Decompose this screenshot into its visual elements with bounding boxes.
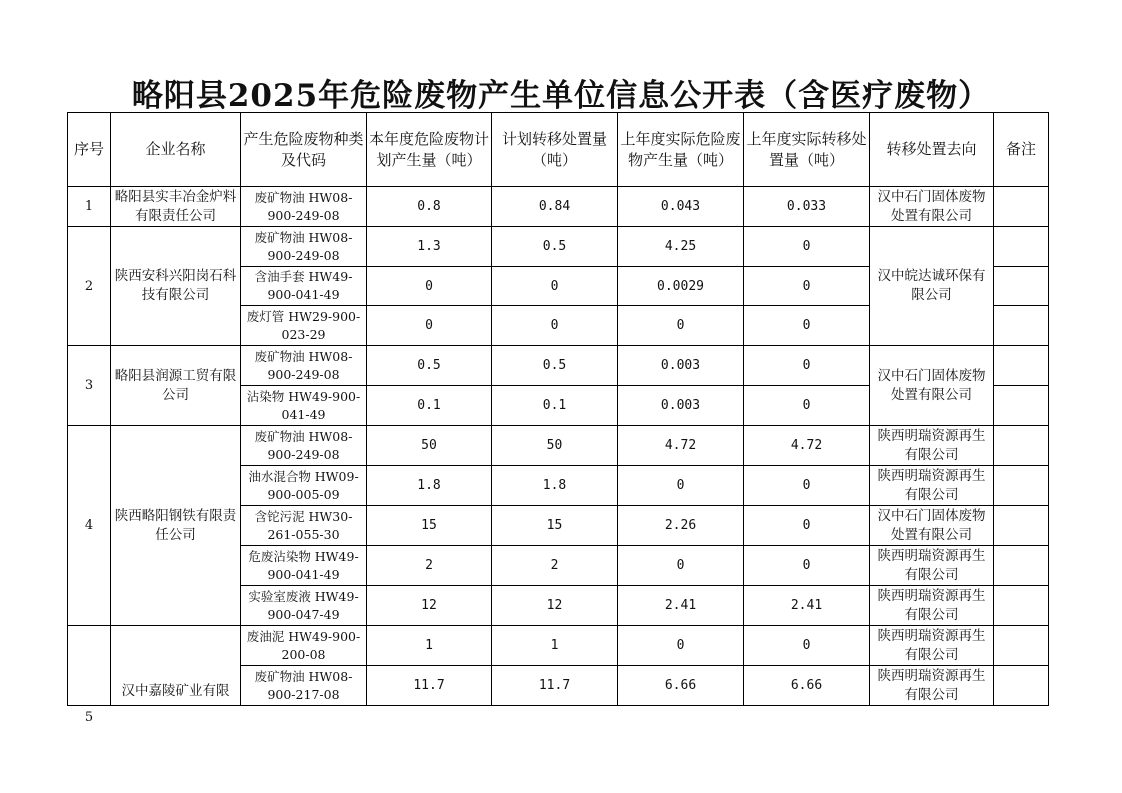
destination-cell: 陕西明瑞资源再生有限公司 [870,666,994,706]
remark-cell [994,546,1049,586]
hazardous-waste-table [67,112,1049,725]
waste-type-cell: 含铊污泥 HW30-261-055-30 [241,506,367,546]
plan-generation-cell: 15 [367,506,492,546]
page-title: 略阳县2025年危险废物产生单位信息公开表（含医疗废物） [131,78,991,114]
header-plan-generation: 本年度危险废物计划产生量（吨） [367,113,492,187]
remark-cell [994,346,1049,386]
waste-type-cell: 废矿物油 HW08-900-249-08 [241,227,367,267]
waste-type-cell: 废灯管 HW29-900-023-29 [241,306,367,346]
company-name-cell: 略阳县润源工贸有限公司 [111,346,241,426]
destination-cell: 陕西明瑞资源再生有限公司 [870,586,994,626]
header-seq: 序号 [68,113,111,187]
remark-cell [994,466,1049,506]
last-generation-cell: 0 [618,466,744,506]
plan-transfer-cell: 50 [492,426,618,466]
header-last-transfer: 上年度实际转移处置量（吨） [744,113,870,187]
plan-generation-cell: 1 [367,626,492,666]
plan-transfer-cell: 2 [492,546,618,586]
header-destination: 转移处置去向 [870,113,994,187]
last-transfer-cell: 0 [744,346,870,386]
destination-cell: 陕西明瑞资源再生有限公司 [870,426,994,466]
remark-cell [994,626,1049,666]
company-name-cell: 陕西略阳钢铁有限责任公司 [111,426,241,626]
header-last-generation: 上年度实际危险废物产生量（吨） [618,113,744,187]
remark-cell [994,666,1049,706]
plan-transfer-cell: 0.1 [492,386,618,426]
remark-cell [994,386,1049,426]
plan-transfer-cell: 1.8 [492,466,618,506]
plan-generation-cell: 1.3 [367,227,492,267]
last-transfer-cell: 6.66 [744,666,870,706]
plan-generation-cell: 0.1 [367,386,492,426]
last-transfer-cell: 0 [744,227,870,267]
remark-cell [994,586,1049,626]
plan-transfer-cell: 1 [492,626,618,666]
plan-generation-cell: 50 [367,426,492,466]
destination-cell: 汉中石门固体废物处置有限公司 [870,346,994,426]
last-generation-cell: 0 [618,306,744,346]
last-generation-cell: 2.26 [618,506,744,546]
last-transfer-cell: 2.41 [744,586,870,626]
last-generation-cell: 0.043 [618,187,744,227]
last-generation-cell: 0.003 [618,346,744,386]
remark-cell [994,306,1049,346]
waste-type-cell: 废矿物油 HW08-900-217-08 [241,666,367,706]
last-transfer-cell: 0 [744,546,870,586]
table-row [68,426,1049,466]
remark-cell [994,187,1049,227]
plan-transfer-cell: 12 [492,586,618,626]
plan-transfer-cell: 11.7 [492,666,618,706]
plan-generation-cell: 0.5 [367,346,492,386]
plan-transfer-cell: 0.5 [492,346,618,386]
header-row [68,113,1049,187]
last-generation-cell: 0 [618,546,744,586]
seq-cell: 2 [68,227,111,346]
table-row [68,346,1049,386]
last-transfer-cell: 0 [744,626,870,666]
seq-cell-text: 5 [84,710,94,725]
plan-generation-cell: 2 [367,546,492,586]
header-company: 企业名称 [111,113,241,187]
header-remark: 备注 [994,113,1049,187]
waste-type-cell: 废矿物油 HW08-900-249-08 [241,426,367,466]
waste-type-cell: 废矿物油 HW08-900-249-08 [241,346,367,386]
waste-type-cell: 废油泥 HW49-900-200-08 [241,626,367,666]
destination-cell: 汉中皖达诚环保有限公司 [870,227,994,346]
table-viewport [67,112,1049,725]
plan-transfer-cell: 0 [492,267,618,306]
last-transfer-cell: 0 [744,267,870,306]
last-transfer-cell: 0.033 [744,187,870,227]
plan-generation-cell: 0 [367,306,492,346]
last-transfer-cell: 0 [744,306,870,346]
remark-cell [994,506,1049,546]
plan-transfer-cell: 0 [492,306,618,346]
remark-cell [994,267,1049,306]
last-generation-cell: 4.72 [618,426,744,466]
last-generation-cell: 0 [618,626,744,666]
last-generation-cell: 6.66 [618,666,744,706]
plan-transfer-cell: 0.5 [492,227,618,267]
waste-type-cell: 危废沾染物 HW49-900-041-49 [241,546,367,586]
company-name-cell: 略阳县实丰冶金炉料有限责任公司 [111,187,241,227]
waste-type-cell: 废矿物油 HW08-900-249-08 [241,187,367,227]
seq-cell [68,626,111,725]
plan-transfer-cell: 15 [492,506,618,546]
last-transfer-cell: 0 [744,506,870,546]
plan-generation-cell: 11.7 [367,666,492,706]
waste-type-cell: 沾染物 HW49-900-041-49 [241,386,367,426]
last-transfer-cell: 0 [744,386,870,426]
last-generation-cell: 0.003 [618,386,744,426]
last-generation-cell: 4.25 [618,227,744,267]
plan-transfer-cell: 0.84 [492,187,618,227]
company-name-cell [111,626,241,706]
table-row [68,187,1049,227]
remark-cell [994,227,1049,267]
table-row [68,227,1049,267]
last-generation-cell: 0.0029 [618,267,744,306]
last-transfer-cell: 4.72 [744,426,870,466]
plan-generation-cell: 0 [367,267,492,306]
seq-cell: 4 [68,426,111,626]
seq-cell: 1 [68,187,111,227]
company-name-cell: 陕西安科兴阳岗石科技有限公司 [111,227,241,346]
plan-generation-cell: 1.8 [367,466,492,506]
destination-cell: 陕西明瑞资源再生有限公司 [870,466,994,506]
seq-cell: 3 [68,346,111,426]
destination-cell: 陕西明瑞资源再生有限公司 [870,546,994,586]
waste-type-cell: 油水混合物 HW09-900-005-09 [241,466,367,506]
destination-cell: 陕西明瑞资源再生有限公司 [870,626,994,666]
table-row [68,626,1049,666]
header-plan-transfer: 计划转移处置量（吨） [492,113,618,187]
plan-generation-cell: 12 [367,586,492,626]
last-transfer-cell: 0 [744,466,870,506]
destination-cell: 汉中石门固体废物处置有限公司 [870,187,994,227]
plan-generation-cell: 0.8 [367,187,492,227]
remark-cell [994,426,1049,466]
header-waste-type: 产生危险废物种类及代码 [241,113,367,187]
waste-type-cell: 实验室废液 HW49-900-047-49 [241,586,367,626]
last-generation-cell: 2.41 [618,586,744,626]
destination-cell: 汉中石门固体废物处置有限公司 [870,506,994,546]
company-name-text: 汉中嘉陵矿业有限 [121,683,230,699]
waste-type-cell: 含油手套 HW49-900-041-49 [241,267,367,306]
